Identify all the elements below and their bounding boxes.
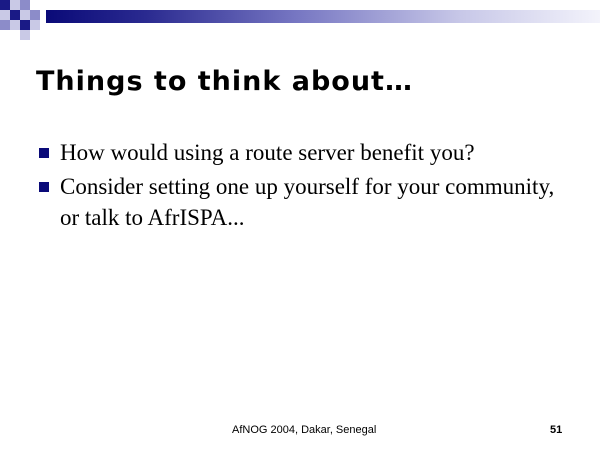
- decorative-square: [20, 30, 30, 40]
- decorative-square: [10, 0, 20, 10]
- bullet-item: [36, 137, 556, 168]
- bullet-text: Consider setting one up yourself for your community, or talk to AfrISPA...: [60, 174, 555, 230]
- decorative-square: [0, 20, 10, 30]
- decorative-square: [10, 10, 20, 20]
- bullet-item: [36, 171, 556, 233]
- page-number: 51: [550, 424, 563, 436]
- decorative-square: [0, 10, 10, 20]
- decorative-square: [0, 0, 10, 10]
- bullet-list: [36, 137, 556, 236]
- square-bullet-icon: [39, 182, 49, 192]
- slide-title: Things to think about…: [36, 66, 413, 97]
- decorative-square: [10, 20, 20, 30]
- slide-footer: AfNOG 2004, Dakar, Senegal: [232, 424, 377, 436]
- decorative-header-band: [0, 0, 600, 40]
- decorative-square: [30, 10, 40, 20]
- square-bullet-icon: [39, 148, 49, 158]
- decorative-square: [30, 20, 40, 30]
- decorative-square: [20, 10, 30, 20]
- header-gradient-bar: [46, 10, 600, 23]
- decorative-square: [20, 20, 30, 30]
- bullet-text: How would using a route server benefit you?: [60, 140, 475, 165]
- decorative-square: [20, 0, 30, 10]
